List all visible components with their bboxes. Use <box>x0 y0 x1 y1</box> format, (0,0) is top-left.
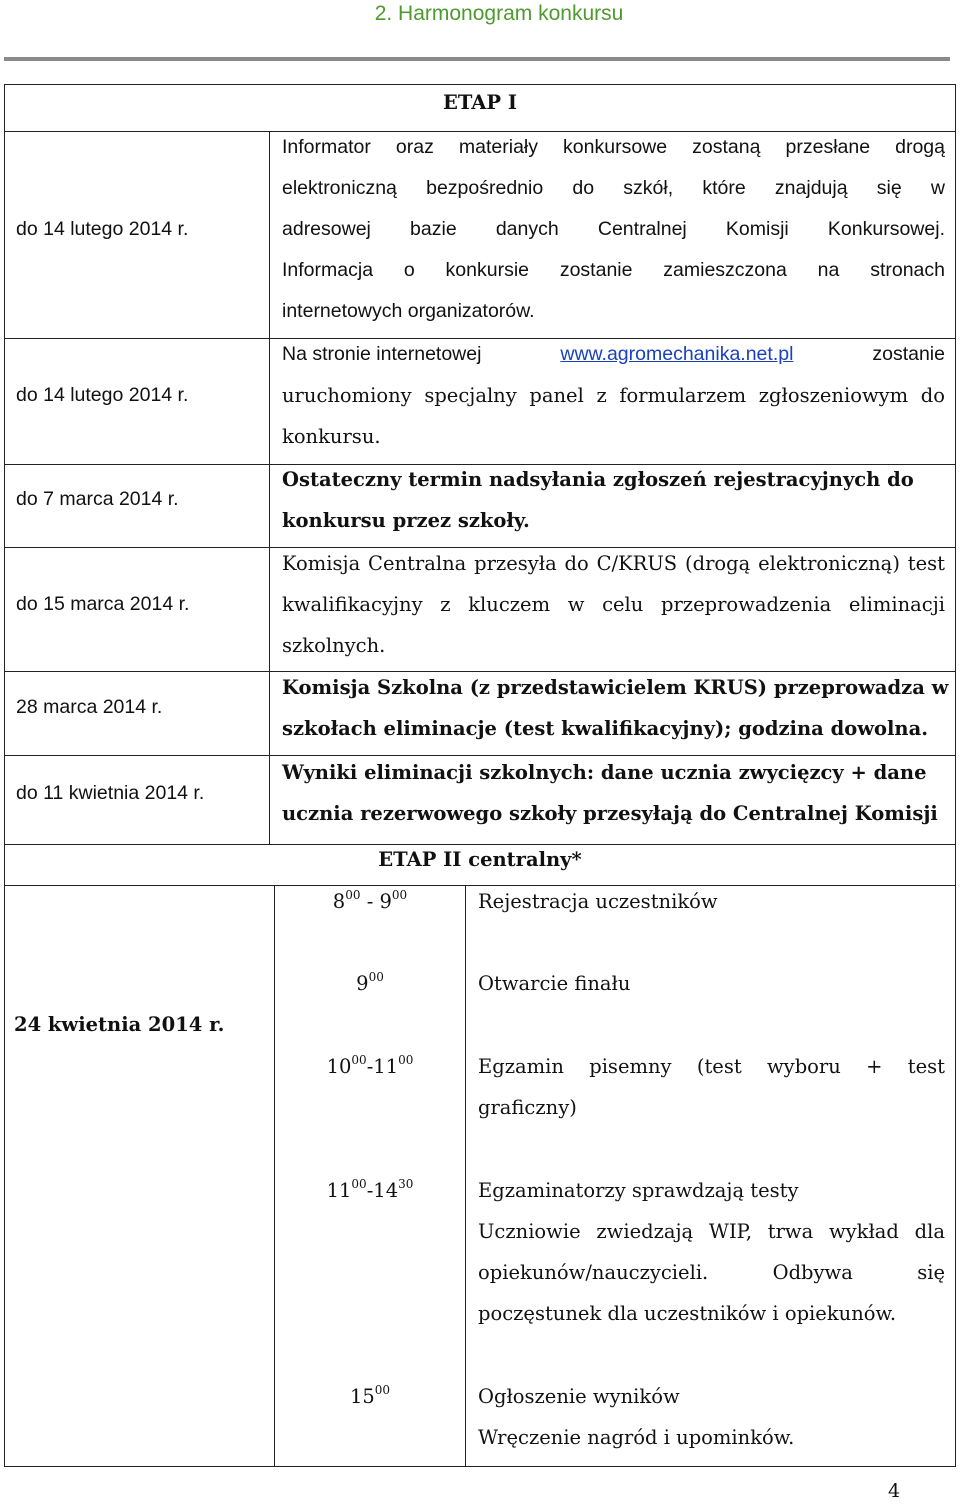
etap1-title: ETAP I <box>442 91 517 114</box>
page-number: 4 <box>888 1480 901 1502</box>
time-slot-3: $10^{00}-11^{00}$ <box>326 1053 414 1078</box>
activity-2: Otwarcie finału <box>478 972 631 995</box>
etap1-row6-date: do 11 kwietnia 2014 r. <box>16 782 205 804</box>
etap2-date: 24 kwietnia 2014 r. <box>14 1013 225 1036</box>
time-slot-4: $11^{00}-14^{30}$ <box>326 1177 414 1202</box>
time-slot-5: $15^{00}$ <box>349 1383 391 1408</box>
heading-rule <box>4 57 950 61</box>
website-link[interactable]: www.agromechanika.net.pl <box>560 343 794 365</box>
section-heading: 2. Harmonogram konkursu <box>374 2 624 25</box>
time-slot-1: $8^{00} - 9^{00}$ <box>332 888 408 913</box>
etap1-row1-date: do 14 lutego 2014 r. <box>16 218 189 240</box>
etap1-row2-date: do 14 lutego 2014 r. <box>16 384 189 406</box>
time-slot-2: $9^{00}$ <box>356 970 384 995</box>
etap1-row3-date: do 7 marca 2014 r. <box>16 488 179 510</box>
etap1-row5-date: 28 marca 2014 r. <box>16 696 163 718</box>
etap2-title: ETAP II centralny* <box>378 848 582 871</box>
etap1-row4-date: do 15 marca 2014 r. <box>16 593 190 615</box>
activity-1: Rejestracja uczestników <box>478 890 718 913</box>
